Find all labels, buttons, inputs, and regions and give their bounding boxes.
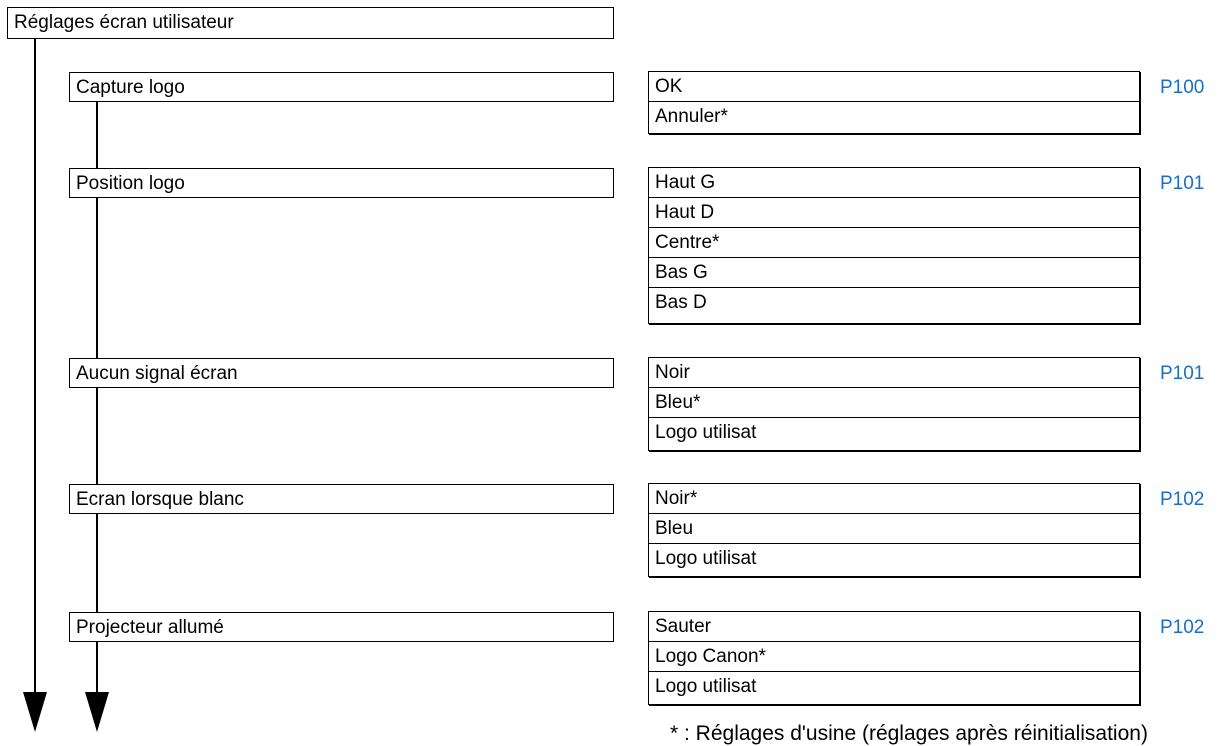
option-item[interactable]: OK [649, 72, 1139, 102]
menu-item-blank-screen[interactable] [69, 484, 614, 514]
option-item[interactable]: Centre* [649, 228, 1139, 258]
menu-item-no-signal-screen[interactable] [69, 358, 614, 388]
inner-arrow-down-icon [85, 692, 109, 732]
menu-item-projector-on[interactable] [69, 612, 614, 642]
options-projector-on [648, 611, 1140, 705]
option-item[interactable]: Bas G [649, 258, 1139, 288]
options-no-signal-screen [648, 357, 1140, 451]
menu-item-label: Projecteur allumé [76, 617, 224, 638]
option-item[interactable]: Bleu [649, 514, 1139, 544]
option-item[interactable]: Annuler* [655, 106, 728, 127]
page-reference-link[interactable]: P101 [1160, 363, 1205, 384]
page-reference-link[interactable]: P100 [1160, 77, 1205, 98]
option-item[interactable]: Logo utilisat [655, 676, 757, 697]
outer-arrow-down-icon [23, 692, 47, 732]
outer-connector-line [34, 39, 36, 694]
menu-item-label: Aucun signal écran [76, 363, 238, 384]
option-item[interactable]: Noir [649, 358, 1139, 388]
option-item[interactable]: Haut G [649, 168, 1139, 198]
option-item[interactable]: Bleu* [649, 388, 1139, 418]
factory-settings-footnote: * : Réglages d'usine (réglages après réinitialisation) [670, 722, 1148, 745]
option-item[interactable]: Sauter [649, 612, 1139, 642]
options-position-logo [648, 167, 1140, 324]
page-reference-link[interactable]: P102 [1160, 489, 1205, 510]
page-reference-link[interactable]: P102 [1160, 617, 1205, 638]
root-menu-box[interactable] [7, 7, 614, 39]
menu-item-position-logo[interactable] [69, 168, 614, 198]
page-reference-link[interactable]: P101 [1160, 173, 1205, 194]
menu-item-label: Ecran lorsque blanc [76, 489, 244, 510]
root-menu-label: Réglages écran utilisateur [14, 12, 234, 33]
menu-item-label: Capture logo [76, 77, 185, 98]
option-item[interactable]: Logo Canon* [649, 642, 1139, 672]
option-item[interactable]: Haut D [649, 198, 1139, 228]
option-item[interactable]: Logo utilisat [655, 548, 757, 569]
menu-item-capture-logo[interactable] [69, 72, 614, 102]
options-blank-screen [648, 483, 1140, 577]
option-item[interactable]: Bas D [655, 292, 707, 313]
options-capture-logo [648, 71, 1140, 134]
menu-item-label: Position logo [76, 173, 185, 194]
option-item[interactable]: Noir* [649, 484, 1139, 514]
option-item[interactable]: Logo utilisat [655, 422, 757, 443]
